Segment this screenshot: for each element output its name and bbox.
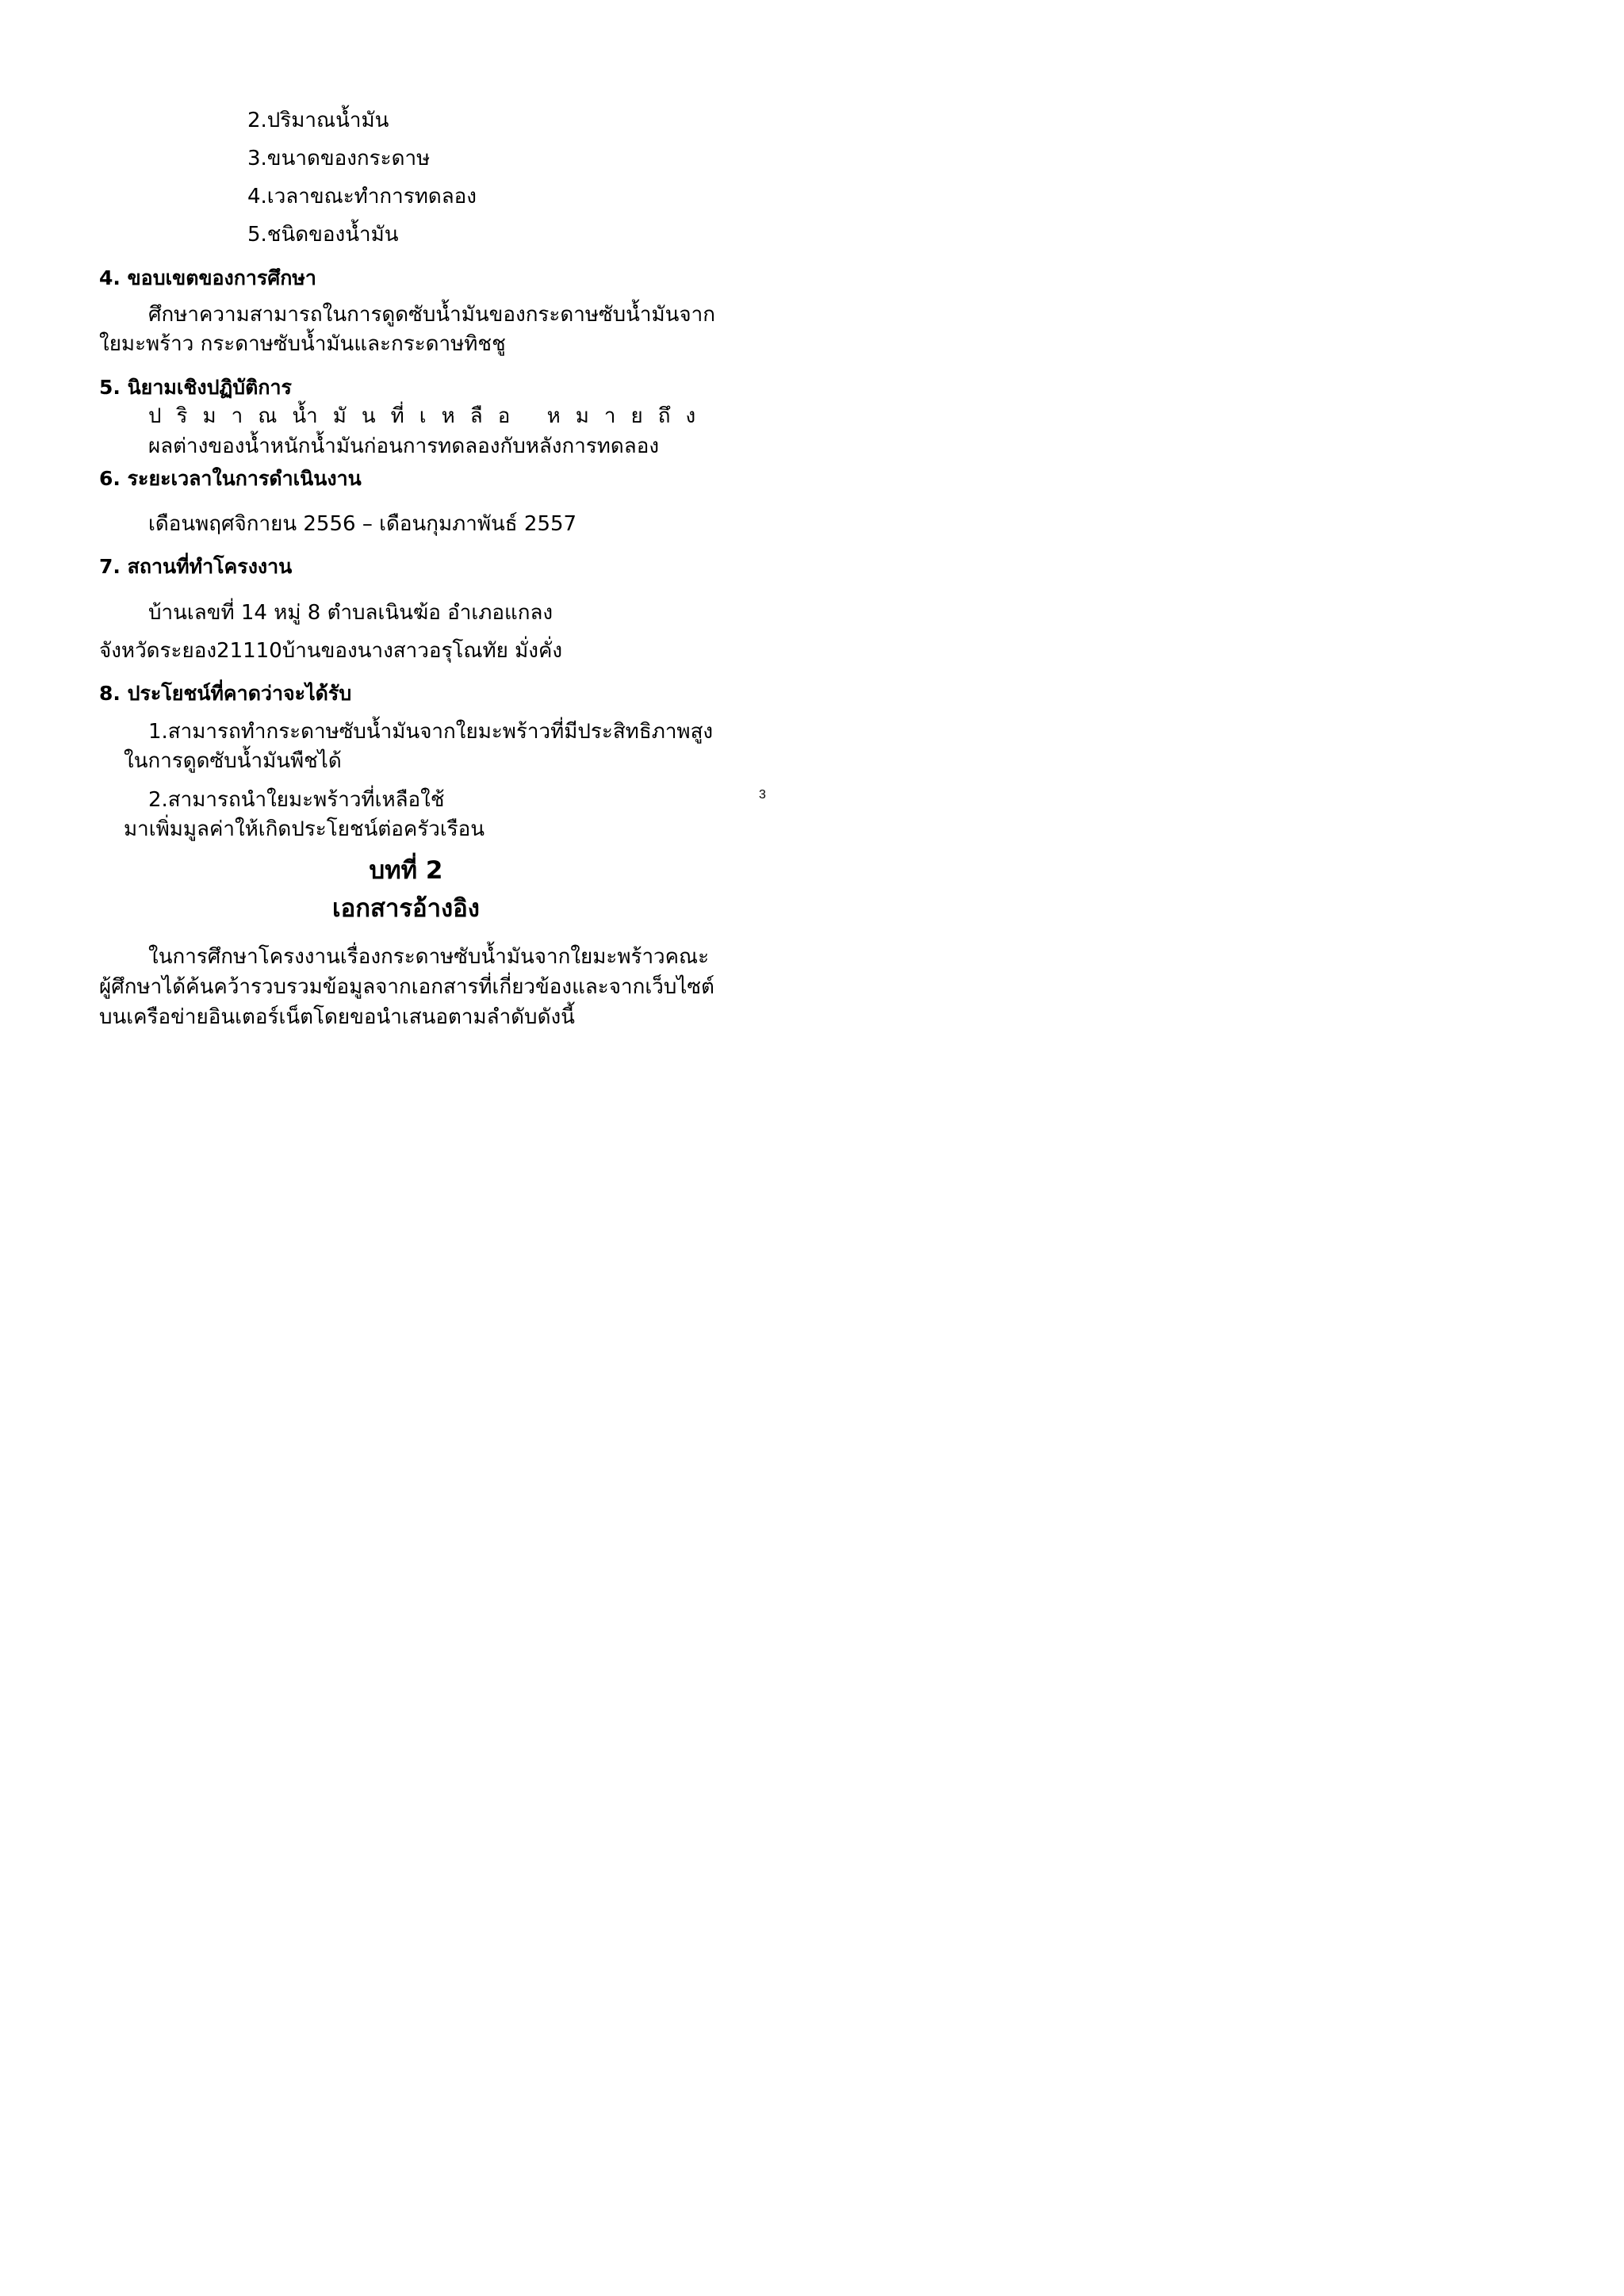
variable-item-2: 2.ปริมาณน้ำมัน xyxy=(247,109,389,132)
chapter-subtitle: เอกสารอ้างอิง xyxy=(332,894,480,923)
section-4-heading: 4. ขอบเขตของการศึกษา xyxy=(99,266,316,289)
section-7-line-1: บ้านเลขที่ 14 หมู่ 8 ตำบลเนินฆ้อ อำเภอแกลง xyxy=(148,601,553,625)
section-6-line-1: เดือนพฤศจิกายน 2556 – เดือนกุมภาพันธ์ 2557 xyxy=(148,512,577,536)
chapter-2-line-3: บนเครือข่ายอินเตอร์เน็ตโดยขอนำเสนอตามลำดับดังนี้ xyxy=(99,1005,575,1029)
section-8-heading: 8. ประโยชน์ที่คาดว่าจะได้รับ xyxy=(99,682,352,705)
section-8-line-2: ในการดูดซับน้ำมันพืชได้ xyxy=(124,749,342,773)
section-5-line-2: ผลต่างของน้ำหนักน้ำมันก่อนการทดลองกับหลังการทดลอง xyxy=(148,434,660,458)
section-6-heading: 6. ระยะเวลาในการดำเนินงาน xyxy=(99,467,362,490)
variable-item-4: 4.เวลาขณะทำการทดลอง xyxy=(247,185,477,209)
section-4-line-1: ศึกษาความสามารถในการดูดซับน้ำมันของกระดาษซับน้ำมันจาก xyxy=(148,303,715,327)
section-8-line-1: 1.สามารถทำกระดาษซับน้ำมันจากใยมะพร้าวที่มีประสิทธิภาพสูง xyxy=(148,720,714,744)
section-8-line-3: 2.สามารถนำใยมะพร้าวที่เหลือใช้ xyxy=(148,788,445,812)
section-7-heading: 7. สถานที่ทำโครงงาน xyxy=(99,555,293,578)
variable-item-3: 3.ขนาดของกระดาษ xyxy=(247,147,431,170)
document-page xyxy=(0,0,812,1148)
section-4-line-2: ใยมะพร้าว กระดาษซับน้ำมันและกระดาษทิชชู xyxy=(99,332,506,356)
chapter-2-line-1: ในการศึกษาโครงงานเรื่องกระดาษซับน้ำมันจากใยมะพร้าวคณะ xyxy=(148,945,710,969)
variable-item-5: 5.ชนิดของน้ำมัน xyxy=(247,223,399,247)
page-number: 3 xyxy=(759,788,766,802)
section-5-heading: 5. นิยามเชิงปฏิบัติการ xyxy=(99,376,292,399)
chapter-2-line-2: ผู้ศึกษาได้ค้นคว้ารวบรวมข้อมูลจากเอกสารที่เกี่ยวข้องและจากเว็บไซต์ xyxy=(99,975,714,999)
section-7-line-2: จังหวัดระยอง21110บ้านของนางสาวอรุโณทัย มั่งคั่ง xyxy=(99,639,563,663)
section-5-line-1: ปริมาณน้ำมันที่เหลือ หมายถึง xyxy=(148,404,711,428)
section-8-line-4: มาเพิ่มมูลค่าให้เกิดประโยชน์ต่อครัวเรือน xyxy=(124,817,485,841)
chapter-title: บทที่ 2 xyxy=(369,856,443,885)
